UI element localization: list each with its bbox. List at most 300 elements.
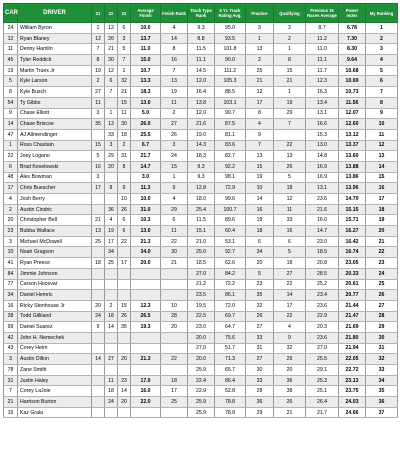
cell-driver-name: Daniel Suarez [18, 322, 92, 333]
cell-my-ranking: 18 [366, 204, 398, 215]
cell-power-index: 16.42 [339, 236, 366, 247]
cell-track-rating: 71.3 [215, 354, 246, 365]
cell-race-23: 9 [118, 183, 131, 194]
cell-track-type-rank: 9.3 [188, 23, 215, 34]
cell-car-number: 54 [4, 97, 18, 108]
cell-race-22 [105, 172, 118, 183]
cell-practice: 36 [246, 397, 274, 408]
cell-qualifying: 21 [274, 407, 306, 418]
cell-race-23: 2 [118, 140, 131, 151]
cell-driver-name: John H. Nemechek [18, 332, 92, 343]
cell-track-rating: 72.0 [215, 300, 246, 311]
cell-my-ranking: 9 [366, 108, 398, 119]
cell-my-ranking: 30 [366, 332, 398, 343]
rankings-table-container [3, 3, 397, 418]
cell-my-ranking: 21 [366, 236, 398, 247]
cell-finish-rank: 21 [161, 258, 188, 269]
cell-race-22: 6 [105, 76, 118, 87]
cell-average-finish: 10.0 [131, 194, 161, 205]
cell-power-index: 7.30 [339, 33, 366, 44]
cell-average-finish: 21.3 [131, 354, 161, 365]
cell-previous-15-avg: 21.6 [306, 204, 339, 215]
cell-car-number: 3 [4, 354, 18, 365]
cell-race-23 [118, 332, 131, 343]
cell-practice: 12 [246, 87, 274, 98]
cell-race-21: 15 [92, 140, 105, 151]
cell-race-22: 29 [105, 151, 118, 162]
cell-race-22: 21 [105, 44, 118, 55]
table-row [4, 23, 398, 34]
header-track-rating: 5 Yr. Track Rating Avg. [215, 4, 246, 23]
cell-car-number: 17 [4, 183, 18, 194]
cell-track-type-rank: 9.3 [188, 172, 215, 183]
cell-power-index: 10.73 [339, 87, 366, 98]
cell-qualifying [274, 129, 306, 140]
cell-practice: 27 [246, 322, 274, 333]
cell-previous-15-avg: 25.1 [306, 386, 339, 397]
cell-driver-name: Daniel Hemric [18, 290, 92, 301]
cell-car-number: 48 [4, 172, 18, 183]
cell-finish-rank: 2 [161, 108, 188, 119]
table-row [4, 76, 398, 87]
cell-track-type-rank: 20.0 [188, 354, 215, 365]
cell-previous-15-avg: 14.8 [306, 151, 339, 162]
cell-qualifying: 29 [274, 354, 306, 365]
cell-power-index: 15.71 [339, 215, 366, 226]
cell-track-rating: 86.1 [215, 290, 246, 301]
cell-power-index: 21.44 [339, 300, 366, 311]
cell-race-21: 1 [92, 23, 105, 34]
driver-rankings-table [3, 3, 398, 418]
cell-practice: 20 [246, 258, 274, 269]
cell-practice: 15 [246, 161, 274, 172]
cell-finish-rank: 6 [161, 215, 188, 226]
cell-car-number: 1 [4, 140, 18, 151]
cell-track-type-rank: 16.4 [188, 87, 215, 98]
cell-average-finish [131, 290, 161, 301]
cell-my-ranking: 8 [366, 97, 398, 108]
cell-race-23 [118, 290, 131, 301]
cell-track-rating: 64.7 [215, 322, 246, 333]
cell-car-number: 31 [4, 375, 18, 386]
header-row [4, 4, 398, 23]
cell-car-number: 16 [4, 300, 18, 311]
cell-track-type-rank: 13.8 [188, 97, 215, 108]
cell-practice: 33 [246, 375, 274, 386]
cell-my-ranking: 26 [366, 290, 398, 301]
cell-driver-name: Justin Haley [18, 375, 92, 386]
cell-track-rating: 98.1 [215, 172, 246, 183]
table-row [4, 204, 398, 215]
cell-track-rating: 87.5 [215, 119, 246, 130]
cell-previous-15-avg: 27.0 [306, 343, 339, 354]
cell-average-finish: 11.0 [131, 44, 161, 55]
cell-race-21 [92, 375, 105, 386]
cell-track-type-rank: 19.5 [188, 300, 215, 311]
cell-finish-rank: 17 [161, 386, 188, 397]
table-row [4, 97, 398, 108]
table-row [4, 55, 398, 66]
cell-practice: 30 [246, 365, 274, 376]
table-row [4, 247, 398, 258]
cell-my-ranking: 4 [366, 55, 398, 66]
cell-race-21 [92, 407, 105, 418]
cell-car-number: 38 [4, 311, 18, 322]
cell-car-number: 22 [4, 151, 18, 162]
cell-average-finish: 17.0 [131, 375, 161, 386]
cell-race-22: 18 [105, 311, 118, 322]
cell-power-index: 24.03 [339, 397, 366, 408]
cell-power-index: 12.60 [339, 119, 366, 130]
cell-car-number: 47 [4, 129, 18, 140]
table-row [4, 354, 398, 365]
cell-power-index: 13.96 [339, 183, 366, 194]
cell-practice: 19 [246, 215, 274, 226]
cell-race-23 [118, 365, 131, 376]
cell-track-type-rank: 18.0 [188, 194, 215, 205]
cell-qualifying: 12 [274, 194, 306, 205]
cell-race-22 [105, 343, 118, 354]
cell-average-finish: 26.0 [131, 119, 161, 130]
cell-power-index: 21.94 [339, 343, 366, 354]
cell-race-21: 16 [92, 161, 105, 172]
cell-previous-15-avg: 26.4 [306, 397, 339, 408]
cell-race-22: 24 [105, 397, 118, 408]
cell-track-rating: 95.0 [215, 23, 246, 34]
cell-finish-rank: 25 [161, 397, 188, 408]
cell-race-23: 8 [118, 161, 131, 172]
cell-race-23: 15 [118, 300, 131, 311]
table-row [4, 397, 398, 408]
cell-qualifying: 15 [274, 65, 306, 76]
cell-average-finish: 18.3 [131, 87, 161, 98]
cell-qualifying: 27 [274, 268, 306, 279]
cell-track-rating: 86.4 [215, 375, 246, 386]
cell-power-index: 20.77 [339, 290, 366, 301]
cell-race-21: 2 [92, 76, 105, 87]
cell-race-21 [92, 204, 105, 215]
cell-driver-name: Ty Gibbs [18, 97, 92, 108]
table-row [4, 161, 398, 172]
cell-track-rating: 51.7 [215, 343, 246, 354]
cell-race-21: 13 [92, 226, 105, 237]
table-row [4, 140, 398, 151]
cell-race-22: 13 [105, 119, 118, 130]
cell-average-finish: 16.0 [131, 386, 161, 397]
cell-practice: 18 [246, 226, 274, 237]
cell-previous-15-avg: 23.4 [306, 290, 339, 301]
cell-qualifying: 18 [274, 183, 306, 194]
cell-car-number: 15 [4, 407, 18, 418]
cell-average-finish: 21.3 [131, 236, 161, 247]
cell-car-number: 21 [4, 397, 18, 408]
cell-practice: 29 [246, 407, 274, 418]
cell-car-number: 8 [4, 87, 18, 98]
cell-track-rating: 103.1 [215, 97, 246, 108]
cell-qualifying: 22 [274, 311, 306, 322]
cell-race-23: 6 [118, 23, 131, 34]
cell-power-index: 23.75 [339, 386, 366, 397]
cell-track-rating: 75.6 [215, 332, 246, 343]
cell-previous-15-avg: 29.1 [306, 365, 339, 376]
cell-my-ranking: 37 [366, 407, 398, 418]
cell-finish-rank: 19 [161, 87, 188, 98]
cell-power-index: 10.69 [339, 76, 366, 87]
cell-previous-15-avg: 11.0 [306, 44, 339, 55]
cell-race-23: 21 [118, 87, 131, 98]
cell-track-type-rank: 22.5 [188, 311, 215, 322]
table-row [4, 322, 398, 333]
cell-finish-rank: 10 [161, 300, 188, 311]
cell-track-rating: 69.7 [215, 311, 246, 322]
cell-previous-15-avg: 16.6 [306, 119, 339, 130]
table-row [4, 33, 398, 44]
cell-average-finish: 13.7 [131, 33, 161, 44]
cell-finish-rank: 11 [161, 226, 188, 237]
cell-race-21 [92, 397, 105, 408]
cell-race-23: 14 [118, 386, 131, 397]
cell-finish-rank: 26 [161, 129, 188, 140]
cell-race-23: 6 [118, 215, 131, 226]
cell-driver-name: Todd Gilliland [18, 311, 92, 322]
cell-car-number: 20 [4, 215, 18, 226]
cell-track-rating: 53.1 [215, 236, 246, 247]
cell-previous-15-avg: 12.3 [306, 76, 339, 87]
cell-previous-15-avg: 16.9 [306, 161, 339, 172]
cell-race-22: 4 [105, 215, 118, 226]
cell-practice: 10 [246, 183, 274, 194]
cell-race-23 [118, 247, 131, 258]
cell-race-23: 31 [118, 151, 131, 162]
cell-driver-name: Jimmie Johnson [18, 268, 92, 279]
cell-race-22: 17 [105, 236, 118, 247]
cell-race-21: 20 [92, 300, 105, 311]
cell-race-22 [105, 407, 118, 418]
cell-qualifying: 9 [274, 332, 306, 343]
cell-practice: 19 [246, 172, 274, 183]
cell-driver-name: William Byron [18, 23, 92, 34]
cell-average-finish: 19.3 [131, 322, 161, 333]
cell-track-rating: 88.5 [215, 87, 246, 98]
cell-qualifying: 32 [274, 343, 306, 354]
cell-previous-15-avg: 11.7 [306, 65, 339, 76]
cell-track-type-rank: 8.8 [188, 33, 215, 44]
cell-power-index: 16.74 [339, 247, 366, 258]
cell-track-type-rank: 23.0 [188, 322, 215, 333]
cell-car-number: 4 [4, 194, 18, 205]
cell-track-type-rank: 14.5 [188, 65, 215, 76]
cell-previous-15-avg: 23.6 [306, 194, 339, 205]
cell-car-number: 24 [4, 23, 18, 34]
table-row [4, 407, 398, 418]
cell-race-21: 8 [92, 55, 105, 66]
cell-finish-rank: 28 [161, 311, 188, 322]
cell-race-23: 26 [118, 204, 131, 215]
cell-power-index: 23.05 [339, 258, 366, 269]
cell-car-number: 99 [4, 322, 18, 333]
cell-finish-rank: 24 [161, 151, 188, 162]
cell-previous-15-avg: 16.9 [306, 172, 339, 183]
cell-race-23: 3 [118, 33, 131, 44]
cell-finish-rank: 11 [161, 97, 188, 108]
cell-race-23 [118, 172, 131, 183]
cell-qualifying: 20 [274, 365, 306, 376]
table-row [4, 290, 398, 301]
cell-qualifying: 5 [274, 247, 306, 258]
cell-car-number: 84 [4, 268, 18, 279]
cell-qualifying: 1 [274, 44, 306, 55]
cell-track-rating: 92.2 [215, 161, 246, 172]
header-driver: DRIVER [18, 4, 92, 23]
cell-finish-rank: 20 [161, 322, 188, 333]
cell-my-ranking: 20 [366, 226, 398, 237]
cell-previous-15-avg: 15.3 [306, 129, 339, 140]
cell-driver-name: Martin Truex Jr [18, 65, 92, 76]
cell-race-21: 5 [92, 151, 105, 162]
cell-track-rating: 101.8 [215, 44, 246, 55]
cell-qualifying: 14 [274, 290, 306, 301]
cell-average-finish: 25.5 [131, 129, 161, 140]
cell-practice: 6 [246, 236, 274, 247]
header-track-type-rank: Track Type Rank [188, 4, 215, 23]
cell-my-ranking: 34 [366, 375, 398, 386]
cell-previous-15-avg: 13.0 [306, 140, 339, 151]
cell-car-number: 42 [4, 332, 18, 343]
cell-qualifying: 8 [274, 55, 306, 66]
cell-track-type-rank: 25.9 [188, 407, 215, 418]
cell-previous-15-avg: 8.7 [306, 23, 339, 34]
cell-driver-name: Corey Heim [18, 343, 92, 354]
cell-driver-name: Ricky Stenhouse Jr [18, 300, 92, 311]
cell-driver-name: Harrison Burton [18, 397, 92, 408]
cell-race-22: 30 [105, 55, 118, 66]
cell-practice: 27 [246, 354, 274, 365]
cell-race-23: 32 [118, 76, 131, 87]
cell-previous-15-avg: 18.5 [306, 247, 339, 258]
cell-previous-15-avg: 20.3 [306, 322, 339, 333]
cell-my-ranking: 29 [366, 322, 398, 333]
cell-car-number: 11 [4, 44, 18, 55]
cell-finish-rank: 14 [161, 33, 188, 44]
cell-my-ranking: 27 [366, 300, 398, 311]
cell-power-index: 22.05 [339, 354, 366, 365]
cell-previous-15-avg: 25.5 [306, 354, 339, 365]
cell-average-finish: 10.0 [131, 23, 161, 34]
cell-average-finish: 21.7 [131, 151, 161, 162]
cell-average-finish: 31.0 [131, 204, 161, 215]
cell-practice: 26 [246, 311, 274, 322]
cell-race-21: 25 [92, 236, 105, 247]
cell-my-ranking: 6 [366, 76, 398, 87]
cell-practice: 14 [246, 194, 274, 205]
cell-qualifying: 18 [274, 258, 306, 269]
cell-finish-rank: 18 [161, 375, 188, 386]
cell-race-23: 5 [118, 44, 131, 55]
cell-race-21: 3 [92, 108, 105, 119]
cell-previous-15-avg: 13.4 [306, 97, 339, 108]
cell-qualifying: 33 [274, 215, 306, 226]
cell-practice: 13 [246, 151, 274, 162]
table-row [4, 44, 398, 55]
cell-average-finish: 13.0 [131, 226, 161, 237]
cell-driver-name: Corey LaJoie [18, 386, 92, 397]
cell-finish-rank [161, 407, 188, 418]
table-row [4, 65, 398, 76]
cell-race-21 [92, 268, 105, 279]
cell-my-ranking: 36 [366, 397, 398, 408]
table-row [4, 226, 398, 237]
cell-average-finish [131, 343, 161, 354]
table-row [4, 215, 398, 226]
cell-power-index: 12.07 [339, 108, 366, 119]
cell-my-ranking: 14 [366, 161, 398, 172]
cell-track-type-rank: 9.3 [188, 161, 215, 172]
cell-qualifying: 22 [274, 279, 306, 290]
cell-finish-rank: 22 [161, 236, 188, 247]
cell-practice: 16 [246, 204, 274, 215]
cell-finish-rank [161, 290, 188, 301]
table-row [4, 183, 398, 194]
cell-race-23: 10 [118, 194, 131, 205]
cell-race-21: 18 [92, 258, 105, 269]
cell-previous-15-avg: 23.6 [306, 332, 339, 343]
cell-race-23: 22 [118, 236, 131, 247]
cell-driver-name: Kaz Grala [18, 407, 92, 418]
cell-qualifying: 36 [274, 375, 306, 386]
cell-race-23: 26 [118, 311, 131, 322]
table-row [4, 386, 398, 397]
cell-practice: 21 [246, 76, 274, 87]
cell-previous-15-avg: 23.6 [306, 300, 339, 311]
cell-practice: 28 [246, 386, 274, 397]
cell-car-number: 23 [4, 226, 18, 237]
cell-race-22: 26 [105, 33, 118, 44]
cell-race-21 [92, 332, 105, 343]
cell-practice: 2 [246, 55, 274, 66]
cell-power-index: 15.15 [339, 204, 366, 215]
cell-previous-15-avg: 14.7 [306, 226, 339, 237]
cell-race-21 [92, 386, 105, 397]
cell-track-type-rank: 14.3 [188, 140, 215, 151]
cell-driver-name: Chris Buescher [18, 183, 92, 194]
cell-driver-name: Joey Logano [18, 151, 92, 162]
cell-previous-15-avg: 13.1 [306, 183, 339, 194]
cell-practice: 31 [246, 343, 274, 354]
cell-average-finish: 14.7 [131, 161, 161, 172]
cell-race-23 [118, 268, 131, 279]
cell-driver-name: Kyle Larson [18, 76, 92, 87]
cell-my-ranking: 11 [366, 129, 398, 140]
cell-driver-name: Josh Berry [18, 194, 92, 205]
cell-race-21: 17 [92, 183, 105, 194]
cell-car-number: 41 [4, 258, 18, 269]
cell-race-21: 35 [92, 119, 105, 130]
cell-finish-rank: 13 [161, 76, 188, 87]
cell-track-type-rank: 18.3 [188, 151, 215, 162]
cell-practice: 17 [246, 97, 274, 108]
cell-race-22: 11 [105, 375, 118, 386]
cell-previous-15-avg: 22.9 [306, 311, 339, 322]
cell-average-finish: 20.0 [131, 258, 161, 269]
cell-race-23: 1 [118, 65, 131, 76]
cell-car-number: 14 [4, 119, 18, 130]
cell-practice: 5 [246, 268, 274, 279]
cell-my-ranking: 24 [366, 268, 398, 279]
cell-driver-name: Ryan Preece [18, 258, 92, 269]
header-finish-rank: Finish Rank [161, 4, 188, 23]
table-row [4, 194, 398, 205]
cell-qualifying: 26 [274, 161, 306, 172]
